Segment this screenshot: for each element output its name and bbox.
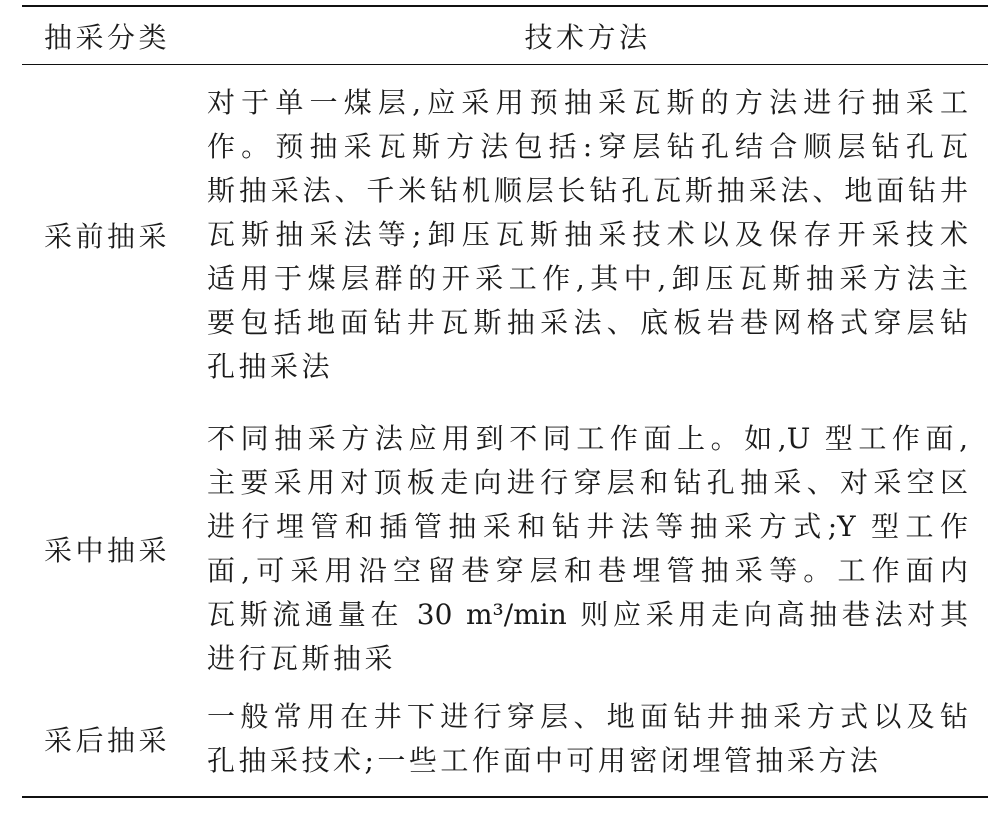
method-line: 斯抽采法、千米钻机顺层长钻孔瓦斯抽采法、地面钻井	[207, 174, 968, 207]
table-row	[22, 65, 988, 389]
method-line: 进行瓦斯抽采	[207, 642, 397, 675]
method-line: 作。预抽采瓦斯方法包括:穿层钻孔结合顺层钻孔瓦	[207, 130, 968, 163]
method-line: 一般常用在井下进行穿层、地面钻井抽采方式以及钻	[207, 700, 968, 733]
table-row	[22, 681, 988, 796]
row-method	[192, 695, 988, 783]
method-line: 适用于煤层群的开采工作,其中,卸压瓦斯抽采方法主	[207, 262, 968, 295]
row-category: 采后抽采	[43, 724, 170, 757]
method-line: 孔抽采技术;一些工作面中可用密闭埋管抽采方法	[207, 744, 882, 777]
row-category: 采中抽采	[43, 534, 170, 567]
method-line: 进行埋管和插管抽采和钻井法等抽采方式;Y 型工作	[207, 510, 968, 543]
gas-extraction-table	[22, 5, 988, 798]
row-method	[192, 81, 988, 389]
method-line: 对于单一煤层,应采用预抽采瓦斯的方法进行抽采工	[207, 86, 968, 119]
method-line: 要包括地面钻井瓦斯抽采法、底板岩巷网格式穿层钻	[207, 306, 968, 339]
table-row	[22, 389, 988, 681]
method-line: 瓦斯流通量在 30 m³/min 则应采用走向高抽巷法对其	[207, 598, 968, 631]
header-category: 抽采分类	[43, 20, 170, 54]
method-line: 瓦斯抽采法等;卸压瓦斯抽采技术以及保存开采技术	[207, 218, 968, 251]
method-line: 孔抽采法	[207, 350, 334, 383]
method-line: 主要采用对顶板走向进行穿层和钻孔抽采、对采空区	[207, 466, 968, 499]
header-method: 技术方法	[524, 20, 651, 54]
method-line: 不同抽采方法应用到不同工作面上。如,U 型工作面,	[207, 422, 968, 455]
row-method	[192, 417, 988, 681]
row-category: 采前抽采	[43, 220, 170, 253]
table-header	[22, 7, 988, 65]
method-line: 面,可采用沿空留巷穿层和巷埋管抽采等。工作面内	[207, 554, 968, 587]
